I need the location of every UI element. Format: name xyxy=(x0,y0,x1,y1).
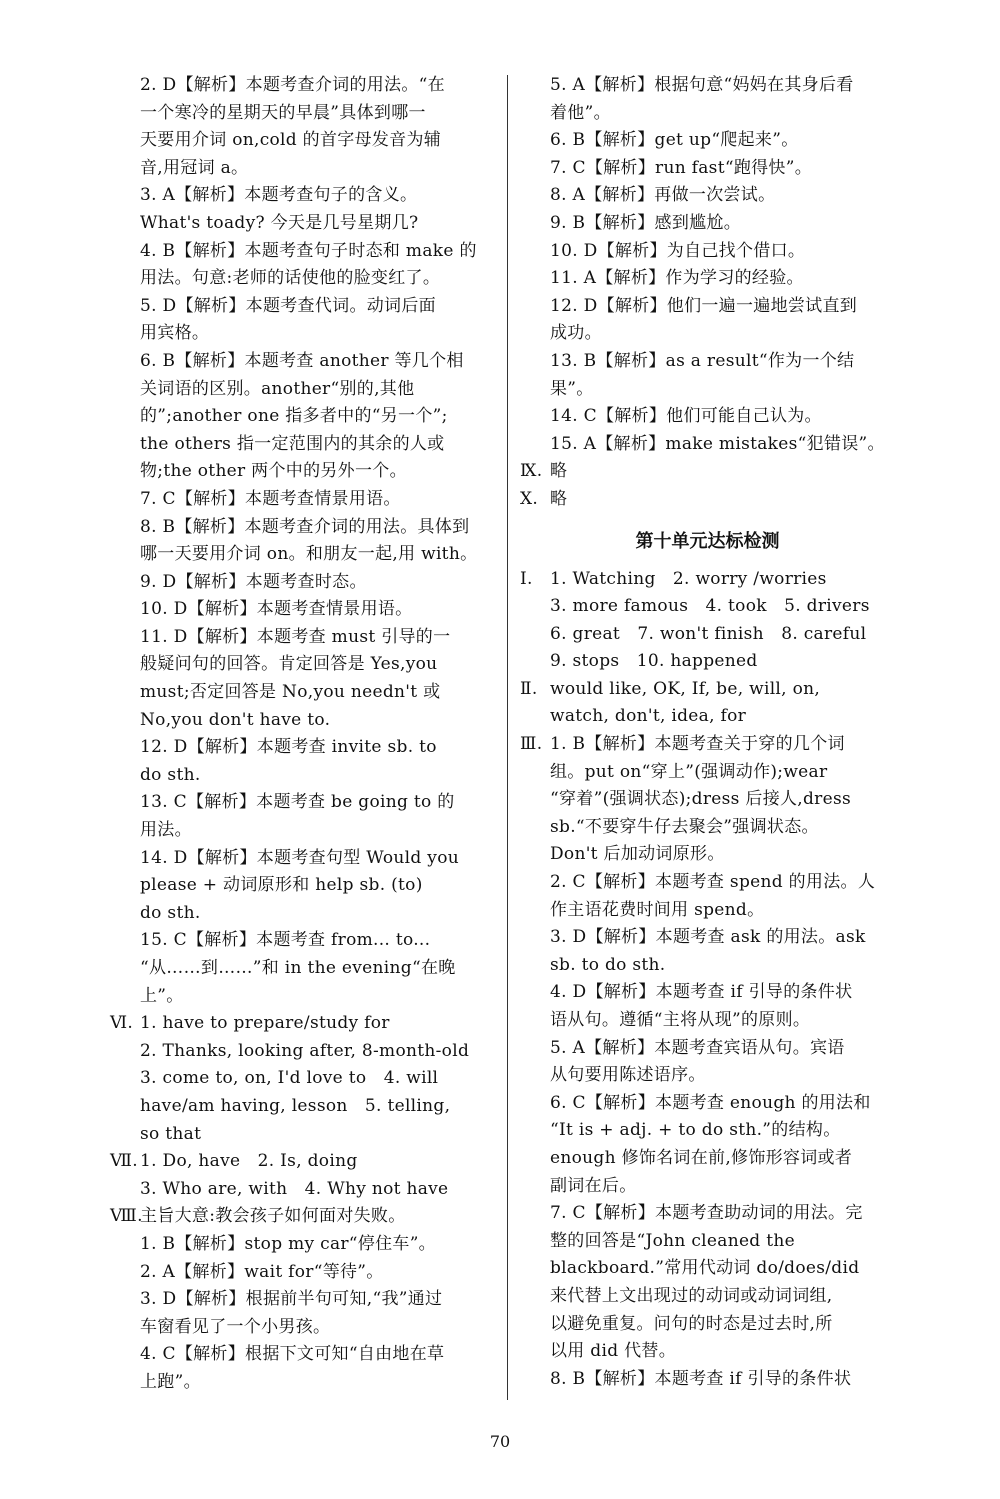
answer-text: 1. Watching 2. worry /worries xyxy=(550,568,827,589)
answer-line xyxy=(520,486,895,514)
answer-line xyxy=(140,1038,490,1066)
answer-text: sb.“不要穿牛仔去聚会”强调状态。 xyxy=(550,816,819,837)
answer-line xyxy=(550,1283,895,1311)
answer-text: 从句要用陈述语序。 xyxy=(550,1065,706,1086)
answer-item xyxy=(110,293,490,348)
answer-line xyxy=(550,1200,895,1228)
answer-text: blackboard.”常用代动词 do/does/did xyxy=(550,1258,860,1279)
answer-line xyxy=(520,731,895,759)
answer-line xyxy=(550,155,895,183)
answer-item xyxy=(520,1090,895,1200)
answer-text: 1. Do, have 2. Is, doing xyxy=(140,1151,358,1172)
answer-text: would like, OK, If, be, will, on, xyxy=(550,678,821,699)
section-answers xyxy=(520,676,895,731)
answer-line xyxy=(140,651,490,679)
answer-text: 2. C【解析】本题考查 spend 的用法。人 xyxy=(550,872,876,893)
answer-item xyxy=(110,624,490,734)
answer-line xyxy=(140,569,490,597)
answer-text: 略 xyxy=(550,488,568,509)
answer-text: 5. A【解析】根据句意“妈妈在其身后看 xyxy=(550,75,854,95)
answer-item xyxy=(520,869,895,924)
answer-item xyxy=(520,155,895,183)
answer-line xyxy=(140,514,490,542)
answer-text: 10. D【解析】为自己找个借口。 xyxy=(550,240,806,261)
answer-item xyxy=(520,182,895,210)
answer-item xyxy=(110,72,490,182)
answer-line xyxy=(140,900,490,928)
answer-text: 上”。 xyxy=(140,985,184,1006)
answer-text: “It is + adj. + to do sth.”的结构。 xyxy=(550,1120,841,1141)
answer-text: 11. A【解析】作为学习的经验。 xyxy=(550,268,804,289)
answer-item xyxy=(110,238,490,293)
right-column xyxy=(520,72,895,1393)
answer-line xyxy=(550,431,895,459)
section-label: Ⅵ. xyxy=(110,1013,134,1034)
section-label: Ⅰ. xyxy=(520,568,533,589)
answer-item xyxy=(110,927,490,1010)
answer-text: 哪一天要用介词 on。和朋友一起,用 with。 xyxy=(140,544,478,565)
answer-text: 4. C【解析】根据下文可知“自由地在草 xyxy=(140,1344,445,1365)
answer-text: 副词在后。 xyxy=(550,1175,637,1196)
answer-line xyxy=(140,320,490,348)
answer-line xyxy=(140,734,490,762)
answer-line xyxy=(550,759,895,787)
section-answers xyxy=(110,1148,490,1203)
section-label: Ⅷ. xyxy=(110,1206,143,1227)
answer-text: 14. C【解析】他们可能自己认为。 xyxy=(550,406,822,427)
answer-item xyxy=(520,72,895,127)
answer-line xyxy=(550,293,895,321)
answer-line xyxy=(520,458,895,486)
answer-text: 15. A【解析】make mistakes“犯错误”。 xyxy=(550,433,885,454)
answer-line xyxy=(140,1093,490,1121)
answer-text: 3. D【解析】本题考查 ask 的用法。ask xyxy=(550,927,866,948)
answer-line xyxy=(140,817,490,845)
section-answers xyxy=(110,1010,490,1148)
answer-line xyxy=(140,955,490,983)
answer-item xyxy=(520,1035,895,1090)
answer-text: 3. A【解析】本题考查句子的含义。 xyxy=(140,185,418,206)
answer-line xyxy=(110,1203,490,1231)
answer-text: the others 指一定范围内的其余的人或 xyxy=(140,433,445,454)
answer-line xyxy=(550,127,895,155)
answer-text: 3. come to, on, I'd love to 4. will xyxy=(140,1068,439,1089)
section-label: Ⅱ. xyxy=(520,678,538,699)
answer-text: 上跑”。 xyxy=(140,1371,201,1392)
answer-line xyxy=(140,1314,490,1342)
answer-line xyxy=(550,376,895,404)
answer-item xyxy=(110,734,490,789)
answer-text: “从……到……”和 in the evening“在晚 xyxy=(140,958,456,978)
answer-line xyxy=(550,1173,895,1201)
answer-text: enough 修饰名词在前,修饰形容词或者 xyxy=(550,1147,853,1168)
answer-item xyxy=(110,486,490,514)
answer-line xyxy=(550,648,895,676)
answer-text: No,you don't have to. xyxy=(140,709,331,730)
answer-line xyxy=(110,1148,490,1176)
answer-text: What's toady? 今天是几号星期几? xyxy=(140,212,419,233)
answer-text: 3. D【解析】根据前半句可知,“我”通过 xyxy=(140,1289,443,1310)
answer-item xyxy=(110,569,490,597)
answer-line xyxy=(140,155,490,183)
answer-line xyxy=(140,541,490,569)
left-column xyxy=(110,72,490,1397)
answer-line xyxy=(550,348,895,376)
answer-line xyxy=(550,1311,895,1339)
answer-item xyxy=(520,348,895,403)
answer-item xyxy=(520,238,895,266)
answer-line xyxy=(140,1259,490,1287)
answer-text: 般疑问句的回答。肯定回答是 Yes,you xyxy=(140,654,438,675)
answer-text: 9. B【解析】感到尴尬。 xyxy=(550,212,742,233)
answer-line xyxy=(550,897,895,925)
answer-line xyxy=(140,431,490,459)
answer-text: 13. B【解析】as a result“作为一个结 xyxy=(550,350,855,371)
answer-line xyxy=(140,100,490,128)
section-label: Ⅲ. xyxy=(520,734,543,755)
answer-text: 整的回答是“John cleaned the xyxy=(550,1230,795,1251)
answer-line xyxy=(140,265,490,293)
answer-text: 作主语花费时间用 spend。 xyxy=(550,899,765,920)
answer-line xyxy=(550,1366,895,1394)
answer-line xyxy=(550,786,895,814)
answer-line xyxy=(550,979,895,1007)
answer-text: 6. B【解析】本题考查 another 等几个相 xyxy=(140,350,464,371)
answer-text: 4. B【解析】本题考查句子时态和 make 的 xyxy=(140,240,477,261)
answer-line xyxy=(140,1231,490,1259)
answer-text: 成功。 xyxy=(550,323,602,344)
answer-text: 音,用冠词 a。 xyxy=(140,157,249,178)
answer-item xyxy=(520,210,895,238)
answer-line xyxy=(550,1255,895,1283)
answer-text: 车窗看见了一个小男孩。 xyxy=(140,1316,331,1337)
answer-text: 7. C【解析】本题考查情景用语。 xyxy=(140,488,401,509)
answer-line xyxy=(140,1369,490,1397)
answer-line xyxy=(520,676,895,704)
answer-text: 天要用介词 on,cold 的首字母发音为辅 xyxy=(140,130,442,151)
answer-line xyxy=(550,924,895,952)
answer-text: 关词语的区别。another“别的,其他 xyxy=(140,378,415,399)
answer-line xyxy=(550,1062,895,1090)
answer-item xyxy=(520,431,895,459)
column-divider xyxy=(507,75,508,1400)
answer-text: 略 xyxy=(550,461,568,482)
answer-text: 9. D【解析】本题考查时态。 xyxy=(140,571,367,592)
answer-text: do sth. xyxy=(140,764,201,785)
answer-item xyxy=(110,596,490,624)
section-answers xyxy=(110,1203,490,1396)
answer-text: 以避免重复。问句的时态是过去时,所 xyxy=(550,1313,833,1334)
answer-line xyxy=(550,72,895,100)
answer-line xyxy=(140,1176,490,1204)
answer-line xyxy=(550,814,895,842)
answer-text: 以用 did 代替。 xyxy=(550,1341,677,1362)
answer-text: 用宾格。 xyxy=(140,323,210,344)
answer-item xyxy=(520,403,895,431)
answer-text: 5. D【解析】本题考查代词。动词后面 xyxy=(140,295,436,316)
answer-item xyxy=(520,127,895,155)
answer-line xyxy=(550,1145,895,1173)
answer-text: 11. D【解析】本题考查 must 引导的一 xyxy=(140,626,451,647)
answer-item xyxy=(520,265,895,293)
answer-line xyxy=(140,293,490,321)
answer-item xyxy=(520,1200,895,1366)
answer-line xyxy=(550,320,895,348)
answer-text: 8. B【解析】本题考查 if 引导的条件状 xyxy=(550,1368,852,1389)
answer-line xyxy=(140,210,490,238)
answer-text: please + 动词原形和 help sb. (to) xyxy=(140,875,423,896)
answer-line xyxy=(140,376,490,404)
answer-text: so that xyxy=(140,1123,202,1144)
answer-item xyxy=(520,1366,895,1394)
answer-text: “穿着”(强调状态);dress 后接人,dress xyxy=(550,789,852,810)
answer-text: 组。put on“穿上”(强调动作);wear xyxy=(550,761,828,782)
answer-line xyxy=(110,1010,490,1038)
section-answers xyxy=(520,566,895,676)
answer-text: 语从句。遵循“主将从现”的原则。 xyxy=(550,1010,811,1030)
answer-text: 6. great 7. won't finish 8. careful xyxy=(550,623,867,644)
answer-text: 15. C【解析】本题考查 from... to... xyxy=(140,930,431,951)
answer-line xyxy=(140,983,490,1011)
answer-text: 7. C【解析】本题考查助动词的用法。完 xyxy=(550,1203,863,1224)
answer-text: 8. B【解析】本题考查介词的用法。具体到 xyxy=(140,516,470,537)
answer-line xyxy=(140,127,490,155)
answer-line xyxy=(140,1286,490,1314)
answer-line xyxy=(550,403,895,431)
answer-text: 果”。 xyxy=(550,378,594,399)
answer-line xyxy=(140,403,490,431)
answer-text: 1. have to prepare/study for xyxy=(140,1013,390,1034)
answer-text: 一个寒冷的星期天的早晨”具体到哪一 xyxy=(140,102,426,123)
answer-text: 12. D【解析】他们一遍一遍地尝试直到 xyxy=(550,295,858,316)
answer-text: 2. D【解析】本题考查介词的用法。“在 xyxy=(140,75,445,95)
answer-line xyxy=(550,1090,895,1118)
section-answers xyxy=(520,731,895,869)
answer-line xyxy=(550,703,895,731)
answer-text: 的”;another one 指多者中的“另一个”; xyxy=(140,406,448,427)
answer-text: 5. A【解析】本题考查宾语从句。宾语 xyxy=(550,1037,845,1058)
answer-line xyxy=(550,1007,895,1035)
section-label: Ⅸ. xyxy=(520,461,543,482)
answer-line xyxy=(550,869,895,897)
answer-text: 1. B【解析】本题考查关于穿的几个词 xyxy=(550,734,845,755)
answer-line xyxy=(140,486,490,514)
answer-line xyxy=(520,566,895,594)
section-label: Ⅶ. xyxy=(110,1151,138,1172)
answer-item xyxy=(520,293,895,348)
answer-text: 物;the other 两个中的另外一个。 xyxy=(140,461,407,482)
answer-text: 用法。 xyxy=(140,820,192,841)
answer-text: have/am having, lesson 5. telling, xyxy=(140,1095,451,1116)
answer-text: 主旨大意:教会孩子如何面对失败。 xyxy=(140,1206,406,1227)
answer-line xyxy=(140,872,490,900)
answer-line xyxy=(550,182,895,210)
answer-line xyxy=(550,841,895,869)
answer-line xyxy=(140,182,490,210)
answer-text: Don't 后加动词原形。 xyxy=(550,844,725,865)
page-number: 70 xyxy=(489,1432,511,1451)
answer-text: must;否定回答是 No,you needn't 或 xyxy=(140,682,441,703)
answer-line xyxy=(550,210,895,238)
answer-text: 13. C【解析】本题考查 be going to 的 xyxy=(140,792,455,813)
answer-text: 1. B【解析】stop my car“停住车”。 xyxy=(140,1233,436,1254)
answer-line xyxy=(140,1121,490,1149)
answer-line xyxy=(140,72,490,100)
section-answers xyxy=(520,458,895,486)
answer-line xyxy=(550,1228,895,1256)
answer-line xyxy=(140,458,490,486)
answer-item xyxy=(110,845,490,928)
answer-item xyxy=(110,182,490,237)
answer-text: 10. D【解析】本题考查情景用语。 xyxy=(140,599,413,620)
answer-text: 用法。句意:老师的话使他的脸变红了。 xyxy=(140,268,441,289)
answer-text: 3. more famous 4. took 5. drivers xyxy=(550,596,870,617)
answer-item xyxy=(520,979,895,1034)
answer-line xyxy=(140,348,490,376)
answer-text: sb. to do sth. xyxy=(550,954,666,975)
answer-line xyxy=(140,596,490,624)
answer-line xyxy=(140,789,490,817)
answer-text: watch, don't, idea, for xyxy=(550,706,747,727)
answer-text: 2. Thanks, looking after, 8-month-old xyxy=(140,1040,470,1061)
answer-item xyxy=(110,789,490,844)
answer-line xyxy=(550,621,895,649)
answer-line xyxy=(140,624,490,652)
answer-line xyxy=(550,238,895,266)
section-label: Ⅹ. xyxy=(520,488,539,509)
answer-line xyxy=(140,679,490,707)
section-answers xyxy=(520,486,895,514)
answer-line xyxy=(140,762,490,790)
answer-text: 14. D【解析】本题考查句型 Would you xyxy=(140,847,459,868)
answer-line xyxy=(140,845,490,873)
answer-line xyxy=(140,927,490,955)
answer-line xyxy=(550,100,895,128)
answer-text: 7. C【解析】run fast“跑得快”。 xyxy=(550,157,813,178)
answer-line xyxy=(140,1065,490,1093)
answer-line xyxy=(550,265,895,293)
answer-text: 来代替上文出现过的动词或动词词组, xyxy=(550,1285,833,1306)
answer-text: 6. C【解析】本题考查 enough 的用法和 xyxy=(550,1092,871,1113)
answer-text: 4. D【解析】本题考查 if 引导的条件状 xyxy=(550,982,853,1003)
answer-text: do sth. xyxy=(140,902,201,923)
answer-text: 2. A【解析】wait for“等待”。 xyxy=(140,1261,384,1282)
answer-text: 9. stops 10. happened xyxy=(550,651,758,672)
answer-item xyxy=(520,924,895,979)
answer-item xyxy=(110,348,490,486)
answer-line xyxy=(550,1117,895,1145)
answer-text: 8. A【解析】再做一次尝试。 xyxy=(550,185,776,206)
answer-text: 着他”。 xyxy=(550,102,611,123)
answer-text: 12. D【解析】本题考查 invite sb. to xyxy=(140,737,437,758)
answer-line xyxy=(140,707,490,735)
answer-line xyxy=(550,1338,895,1366)
answer-line xyxy=(550,952,895,980)
answer-line xyxy=(140,238,490,266)
answer-line xyxy=(550,593,895,621)
answer-line xyxy=(140,1341,490,1369)
answer-item xyxy=(110,514,490,569)
answer-text: 6. B【解析】get up“爬起来”。 xyxy=(550,130,799,151)
section-heading: 第十单元达标检测 xyxy=(635,530,780,552)
answer-text: 3. Who are, with 4. Why not have xyxy=(140,1178,449,1199)
answer-line xyxy=(550,1035,895,1063)
